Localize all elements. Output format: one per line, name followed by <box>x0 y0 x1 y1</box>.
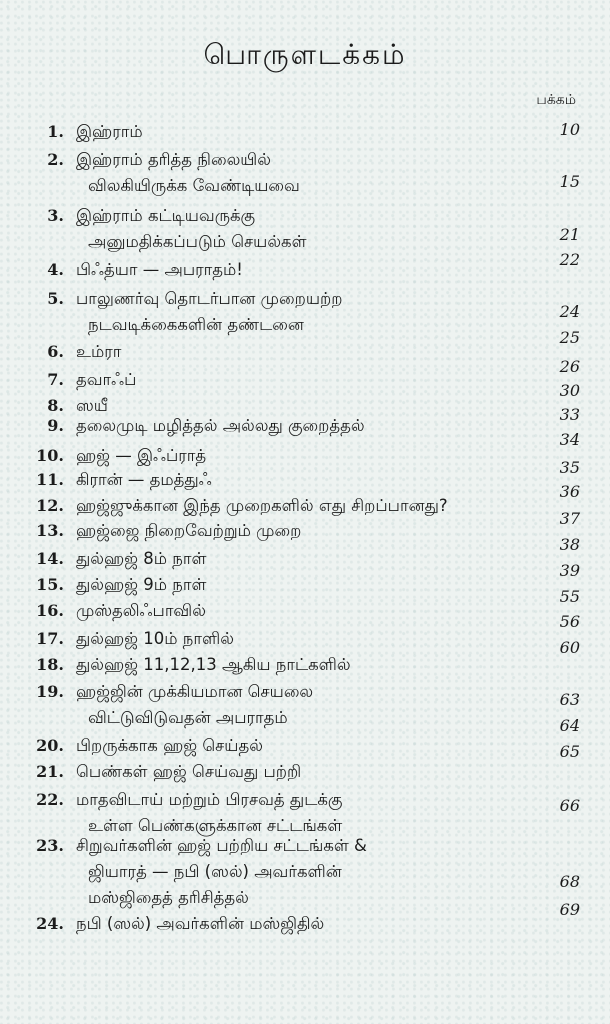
toc-entry-page-number: 68 <box>559 872 580 891</box>
toc-entry-page-number: 56 <box>559 612 580 631</box>
toc-entry-number: 7. <box>47 370 64 389</box>
toc-entry-title-line: அனுமதிக்கப்படும் செயல்கள் <box>88 232 307 251</box>
toc-entry-title-line: இஹ்ராம் கட்டியவருக்கு <box>76 206 256 225</box>
toc-entry-title-line: பிஃத்யா — அபராதம்! <box>76 260 243 279</box>
toc-entry-page-number: 60 <box>559 638 580 657</box>
toc-entry-title-line: துல்ஹஜ் 10ம் நாளில் <box>76 629 234 648</box>
toc-entry-number: 13. <box>36 521 64 540</box>
toc-entry-title-line: பாலுணர்வு தொடர்பான முறையற்ற <box>76 289 343 308</box>
toc-entry-number: 20. <box>36 736 64 755</box>
toc-entry-number: 5. <box>47 289 64 308</box>
toc-entry-number: 16. <box>36 601 64 620</box>
toc-entry-page-number: 65 <box>559 742 580 761</box>
toc-entry-page-number: 36 <box>559 482 580 501</box>
toc-entry-title-line: ஸயீ <box>76 396 108 415</box>
page-title: பொருளடக்கம் <box>203 38 407 71</box>
toc-entry-number: 18. <box>36 655 64 674</box>
toc-entry-title-line: நடவடிக்கைகளின் தண்டனை <box>88 315 304 334</box>
toc-entry-number: 21. <box>36 762 64 781</box>
toc-entry-page-number: 63 <box>559 690 580 709</box>
toc-entry-title-line: ஹஜ் — இஃப்ராத் <box>76 446 207 465</box>
toc-entry-number: 8. <box>47 396 64 415</box>
toc-entry-title-line: ஹஜ்ஜுக்கான இந்த முறைகளில் எது சிறப்பானது? <box>76 496 448 515</box>
toc-entry-title-line: முஸ்தலிஃபாவில் <box>76 601 206 620</box>
toc-entry-number: 17. <box>36 629 64 648</box>
toc-entry-number: 3. <box>47 206 64 225</box>
toc-entry-number: 9. <box>47 416 64 435</box>
toc-entry-number: 23. <box>36 836 64 855</box>
toc-entry-title-line: தவாஃப் <box>76 370 137 389</box>
toc-entry-number: 1. <box>47 122 64 141</box>
toc-entry-page-number: 33 <box>559 405 580 424</box>
toc-entry-number: 14. <box>36 549 64 568</box>
toc-entry-number: 24. <box>36 914 64 933</box>
toc-entry-page-number: 37 <box>559 509 580 528</box>
toc-entry-page-number: 21 <box>559 225 580 244</box>
toc-entry-title-line: விட்டுவிடுவதன் அபராதம் <box>88 708 288 727</box>
toc-entry-page-number: 26 <box>559 357 580 376</box>
toc-entry-page-number: 25 <box>559 328 580 347</box>
toc-entry-number: 12. <box>36 496 64 515</box>
toc-entry-title-line: விலகியிருக்க வேண்டியவை <box>88 176 300 195</box>
toc-entry-title-line: ஹஜ்ஜின் முக்கியமான செயலை <box>76 682 314 701</box>
toc-entry-page-number: 35 <box>559 458 580 477</box>
toc-entry-number: 2. <box>47 150 64 169</box>
toc-entry-page-number: 22 <box>559 250 580 269</box>
page-column-label: பக்கம் <box>536 92 576 108</box>
toc-entry-page-number: 24 <box>559 302 580 321</box>
toc-entry-title-line: மஸ்ஜிதைத் தரிசித்தல் <box>88 888 249 907</box>
toc-entry-title-line: மாதவிடாய் மற்றும் பிரசவத் துடக்கு <box>76 790 343 809</box>
toc-entry-title-line: உள்ள பெண்களுக்கான சட்டங்கள் <box>88 816 343 835</box>
toc-entry-page-number: 55 <box>559 587 580 606</box>
toc-entry-title-line: துல்ஹஜ் 8ம் நாள் <box>76 549 207 568</box>
toc-entry-page-number: 66 <box>559 796 580 815</box>
toc-entry-title-line: இஹ்ராம் தரித்த நிலையில் <box>76 150 271 169</box>
toc-entry-number: 6. <box>47 342 64 361</box>
toc-entry-title-line: தலைமுடி மழித்தல் அல்லது குறைத்தல் <box>76 416 365 435</box>
toc-entry-page-number: 38 <box>559 535 580 554</box>
toc-entry-title-line: கிரான் — தமத்துஃ <box>76 470 212 489</box>
toc-entry-page-number: 69 <box>559 900 580 919</box>
toc-entry-title-line: உம்ரா <box>76 342 122 361</box>
toc-entry-page-number: 34 <box>559 430 580 449</box>
toc-entry-number: 11. <box>36 470 64 489</box>
toc-entry-number: 4. <box>47 260 64 279</box>
toc-entry-title-line: சிறுவர்களின் ஹஜ் பற்றிய சட்டங்கள் & <box>76 836 367 855</box>
toc-entry-title-line: பெண்கள் ஹஜ் செய்வது பற்றி <box>76 762 302 781</box>
toc-entry-title-line: ஹஜ்ஜை நிறைவேற்றும் முறை <box>76 521 302 540</box>
toc-entry-number: 10. <box>36 446 64 465</box>
toc-entry-title-line: நபி (ஸல்) அவர்களின் மஸ்ஜிதில் <box>76 914 325 933</box>
toc-entry-title-line: ஜியாரத் — நபி (ஸல்) அவர்களின் <box>88 862 342 881</box>
toc-entry-page-number: 64 <box>559 716 580 735</box>
toc-entry-title-line: துல்ஹஜ் 11,12,13 ஆகிய நாட்களில் <box>76 655 351 674</box>
toc-entry-number: 19. <box>36 682 64 701</box>
toc-entry-number: 15. <box>36 575 64 594</box>
toc-entry-page-number: 30 <box>559 381 580 400</box>
toc-entry-title-line: துல்ஹஜ் 9ம் நாள் <box>76 575 207 594</box>
toc-entry-number: 22. <box>36 790 64 809</box>
toc-entry-title-line: பிறருக்காக ஹஜ் செய்தல் <box>76 736 263 755</box>
toc-entry-page-number: 39 <box>559 561 580 580</box>
toc-entry-page-number: 15 <box>559 172 580 191</box>
toc-entry-title-line: இஹ்ராம் <box>76 122 143 141</box>
toc-entry-page-number: 10 <box>559 120 580 139</box>
